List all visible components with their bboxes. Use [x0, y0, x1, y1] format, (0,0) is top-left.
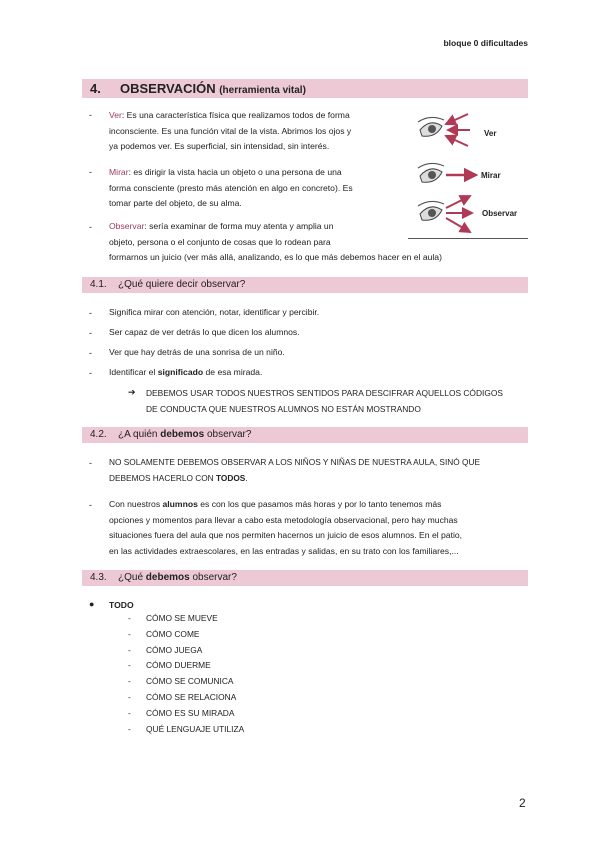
section-4-title: [90, 81, 306, 96]
section-4-title-text: OBSERVACIÓN: [120, 81, 216, 96]
list-item: Ver que hay detrás de una sonrisa de un niño.: [109, 347, 285, 357]
observar-paragraph: [109, 219, 399, 250]
section-4-1-title: [90, 279, 245, 290]
list-item: Ser capaz de ver detrás lo que dicen los alumnos.: [109, 327, 300, 337]
figure-label-mirar: Mirar: [481, 171, 501, 180]
observar-line-3: formarnos un juicio (ver más allá, analizando, es lo que más debemos hacer en el aula): [109, 252, 442, 262]
dash-marker: -: [89, 500, 92, 510]
dash-marker: -: [89, 222, 92, 232]
dash-marker: -: [89, 328, 92, 338]
list-item: - CÓMO SE MUEVE: [128, 613, 218, 623]
arrow-paragraph: [146, 386, 503, 417]
list-item: - CÓMO SE COMUNICA: [128, 676, 234, 687]
list-item: - CÓMO DUERME: [128, 660, 211, 671]
list-item: - CÓMO SE RELACIONA: [128, 691, 237, 702]
dash-marker: -: [89, 458, 92, 468]
observar-term: Observar: [109, 221, 145, 231]
ver-line-1: : Es una característica física que realizamos todos de forma: [121, 110, 350, 120]
observar-line-1: : sería examinar de forma muy atenta y amplia un: [144, 221, 334, 231]
eye-icon: [418, 201, 444, 220]
dash-marker: -: [89, 348, 92, 358]
section-4-2-item-1: NO SOLAMENTE DEBEMOS OBSERVAR A LOS NIÑOS Y NIÑAS DE NUESTRA AULA, SINÓ QUE DEBEMOS HACERLO CON TODOS.: [109, 457, 481, 483]
observar-line-2: objeto, persona o el conjunto de cosas que lo rodean para: [109, 236, 331, 247]
ver-line-3: ya podemos ver. Es superficial, sin intensidad, sin interés.: [109, 141, 330, 151]
eye-icon: [418, 117, 444, 136]
mirar-line-2: forma consciente (presto más atención en algo en concreto). Es: [109, 182, 353, 193]
mirar-line-3: tomar parte del objeto, de su alma.: [109, 198, 242, 208]
list-item: - CÓMO COME: [128, 628, 200, 639]
section-4-1-number: 4.1.: [90, 279, 107, 290]
ver-paragraph: [109, 108, 399, 155]
dash-marker: -: [89, 167, 92, 177]
section-4-1-title-text: ¿Qué quiere decir observar?: [118, 279, 246, 290]
eye-icon: [418, 163, 444, 182]
list-item: Significa mirar con atención, notar, identificar y percibir.: [109, 307, 320, 317]
figure-label-ver: Ver: [484, 129, 497, 138]
section-4-3-title: 4.3. ¿Qué debemos observar?: [90, 572, 237, 583]
list-item: Identificar el significado de esa mirada.: [109, 367, 263, 377]
section-4-2-number: 4.2.: [90, 429, 107, 440]
arrow-right-icon: ➔: [128, 387, 136, 397]
mirar-paragraph: [109, 165, 399, 212]
mirar-term: Mirar: [109, 167, 129, 177]
list-item: - CÓMO ES SU MIRADA: [128, 707, 235, 718]
figure-label-observar: Observar: [482, 209, 518, 218]
list-item: - QUÉ LENGUAJE UTILIZA: [128, 723, 245, 734]
section-4-number: 4.: [90, 81, 101, 96]
ver-line-2: inconsciente. Es una función vital de la vista. Abrimos los ojos y: [109, 125, 352, 136]
section-4-2-title: 4.2. ¿A quién debemos observar?: [90, 429, 252, 440]
page-number: 2: [519, 796, 526, 810]
todo-label: TODO: [109, 600, 134, 610]
arrow-line-2: DE CONDUCTA QUE NUESTROS ALUMNOS NO ESTÁN MOSTRANDO: [146, 403, 421, 414]
section-4-subtitle: (herramienta vital): [219, 85, 306, 96]
eye-illustration: [408, 108, 530, 240]
dash-marker: -: [89, 308, 92, 318]
section-4-3-list: [128, 611, 244, 737]
arrow-line-1: DEBEMOS USAR TODOS NUESTROS SENTIDOS PARA DESCIFRAR AQUELLOS CÓDIGOS: [146, 388, 503, 398]
dash-marker: -: [89, 110, 92, 120]
mirar-line-1: : es dirigir la vista hacia un objeto o una persona de una: [128, 167, 342, 177]
list-item: - CÓMO JUEGA: [128, 644, 203, 655]
section-4-2-item-2: Con nuestros alumnos es con los que pasamos más horas y por lo tanto tenemos más opciones y momentos para llevar a cabo esta metodología observacional, pero hay muchas situaciones fuera del aula que nos permiten hacernos un juicio de esos alumnos. En el patio, en las actividades extraescolares, en las entradas y salidas, en su trato con los familiares,...: [109, 499, 463, 556]
section-4-3-number: 4.3.: [90, 572, 107, 583]
bullet-dot-icon: ●: [89, 599, 95, 609]
figure-divider: [408, 238, 528, 239]
ver-term: Ver: [109, 110, 122, 120]
document-header-label: bloque 0 dificultades: [443, 38, 528, 48]
dash-marker: -: [89, 368, 92, 378]
